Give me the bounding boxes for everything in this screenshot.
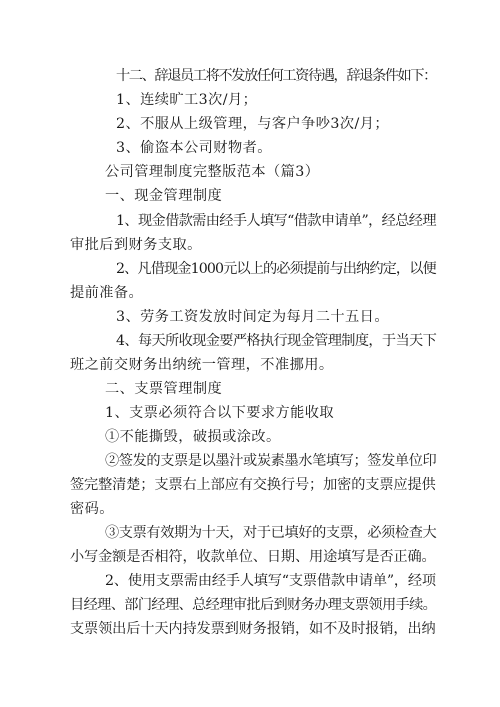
text-line: 班之前交财务出纳统一管理，不准挪用。 <box>70 357 334 373</box>
text-line: 2、凡借现金1000元以上的必须提前与出纳约定，以便 <box>116 261 436 277</box>
text-line: 1、现金借款需由经手人填写“借款申请单”，经总经理 <box>116 213 436 229</box>
text-line: 目经理、部门经理、总经理审批后到财务办理支票领用手续。 <box>70 597 437 613</box>
text-line: 2、不服从上级管理，与客户争吵3次/月； <box>116 116 390 132</box>
text-line: 3、劳务工资发放时间定为每月二十五日。 <box>116 309 389 325</box>
text-line: 4、每天所收现金要严格执行现金管理制度，于当天下 <box>116 333 437 349</box>
text-line: ②签发的支票是以墨汁或炭素墨水笔填写；签发单位印 <box>105 453 437 469</box>
text-line: 签完整清楚；支票右上部应有交换行号；加密的支票应提供 <box>70 477 436 493</box>
text-line: 小写金额是否相符，收款单位、日期、用途填写是否正确。 <box>70 549 436 565</box>
text-line: 1、连续旷工3次/月； <box>116 92 258 108</box>
text-line: ③支票有效期为十天，对于已填好的支票，必须检查大 <box>105 525 437 541</box>
text-line: 密码。 <box>70 501 114 517</box>
text-line: 十二、辞退员工将不发放任何工资待遇，辞退条件如下： <box>116 68 436 84</box>
section-heading: 一、现金管理制度 <box>105 188 223 204</box>
text-line: 1、支票必须符合以下要求方能收取 <box>105 405 335 421</box>
section-title: 公司管理制度完整版范本（篇3） <box>105 164 320 180</box>
text-line: 3、偷盗本公司财物者。 <box>116 140 272 156</box>
section-heading: 二、支票管理制度 <box>105 381 223 397</box>
text-line: 提前准备。 <box>70 285 144 301</box>
text-line: 支票领出后十天内持发票到财务报销，如不及时报销，出纳 <box>70 621 436 637</box>
text-line: 2、使用支票需由经手人填写“支票借款申请单”，经项 <box>105 573 436 589</box>
text-line: ①不能撕毁，破损或涂改。 <box>105 429 281 445</box>
text-line: 审批后到财务支取。 <box>70 237 202 253</box>
